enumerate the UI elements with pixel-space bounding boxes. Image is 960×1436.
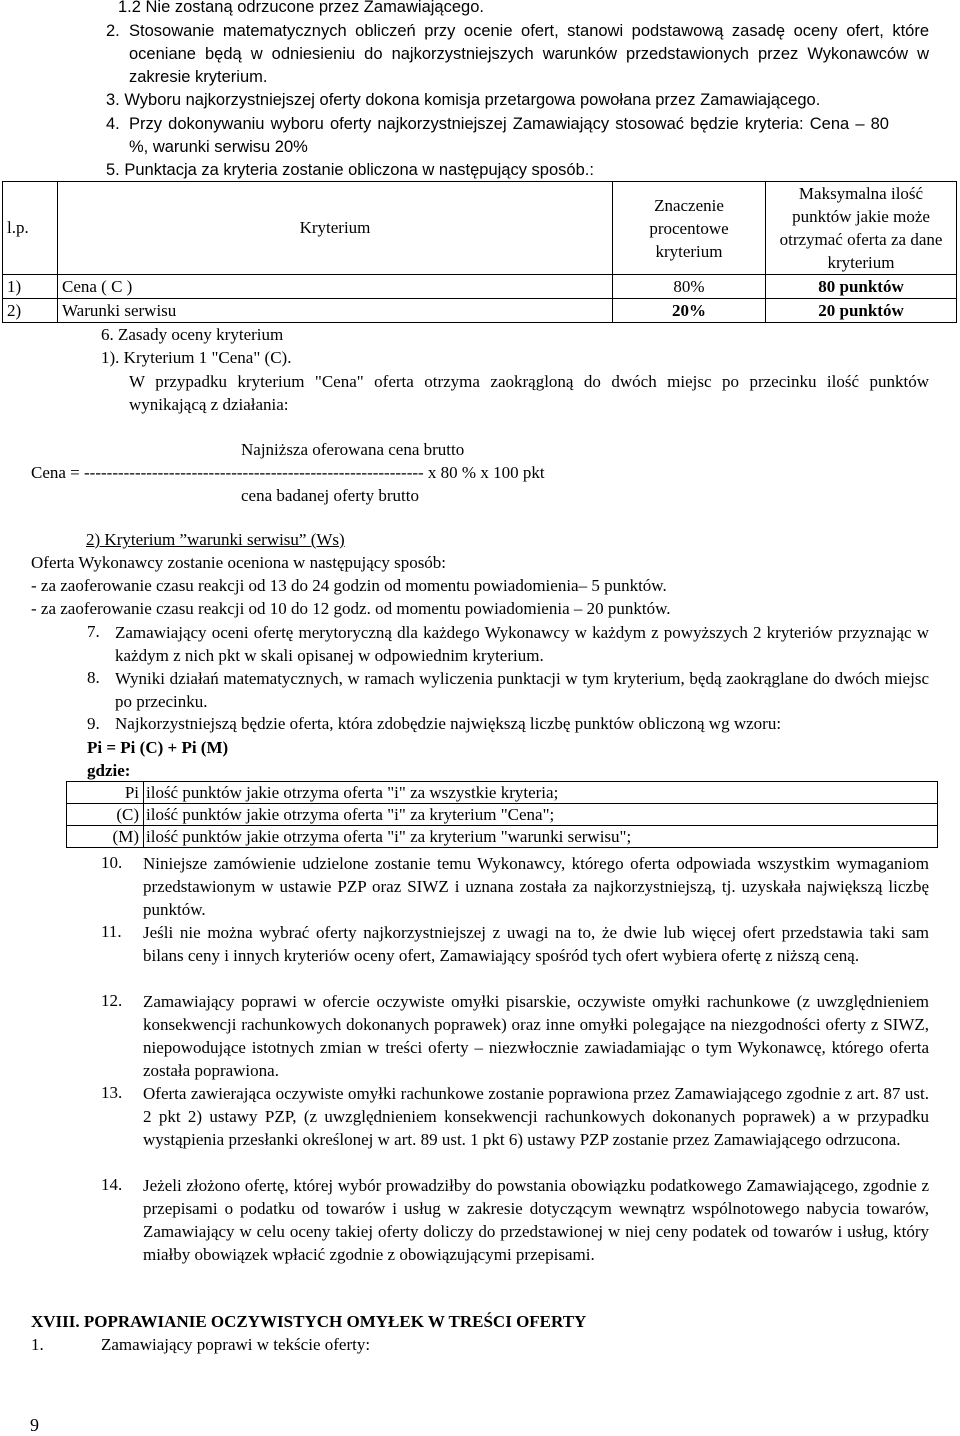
table-row (3, 275, 957, 299)
item-12-text: Zamawiający poprawi w ofercie oczywiste omyłki pisarskie, oczywiste omyłki rachunkowe (z uwzględnieniem konsekwencji rachunkowych dokonanych poprawek) oraz inne omyłki polegające na niezgodności oferty z SIWZ, niepowodujące istotnych zmian w treści oferty – niezwłocznie zawiadamiając o tym Wykonawcę, którego oferta została poprawiona. (143, 992, 929, 1080)
table-row (3, 299, 957, 323)
formula-main: Pi = Pi (C) + Pi (M) (87, 738, 229, 757)
item-8-number: 8. (87, 668, 100, 687)
legend-symbol: Pi (67, 782, 144, 804)
formula-gdzie: gdzie: (87, 761, 131, 780)
section-18-item-1-text: Zamawiający poprawi w tekście oferty: (101, 1335, 371, 1354)
item-9-number: 9. (87, 714, 100, 733)
item-14-number: 14. (101, 1175, 123, 1194)
row-pct: 20% (613, 299, 766, 323)
legend-desc: ilość punktów jakie otrzyma oferta "i" za kryterium "Cena"; (144, 804, 938, 826)
row-name: Warunki serwisu (58, 299, 613, 323)
row-pts: 80 punktów (766, 275, 957, 299)
section-18-item-1-number: 1. (31, 1335, 44, 1354)
section-6-sub2-a: - za zaoferowanie czasu reakcji od 13 do 24 godzin od momentu powiadomienia– 5 punktów. (31, 576, 667, 595)
legend-symbol: (C) (67, 804, 144, 826)
section-6-sub2-intro: Oferta Wykonawcy zostanie oceniona w następujący sposób: (31, 553, 447, 572)
section-6-sub2-b: - za zaoferowanie czasu reakcji od 10 do 12 godz. od momentu powiadomienia – 20 punktów. (31, 599, 671, 618)
legend-desc: ilość punktów jakie otrzyma oferta "i" za wszystkie kryteria; (144, 782, 938, 804)
item-11-text: Jeśli nie można wybrać oferty najkorzystniejszej z uwagi na to, że dwie lub więcej ofert przedstawia taki sam bilans ceny i innych kryteriów oceny ofert, Zamawiający spośród tych ofert wybiera ofertę z niższą ceną. (143, 923, 929, 965)
header-maks: Maksymalna ilość punktów jakie może otrzymać oferta za dane kryterium (766, 182, 957, 275)
legend-symbol: (M) (67, 826, 144, 848)
item-12-number: 12. (101, 991, 123, 1010)
header-znaczenie: Znaczenie procentowe kryterium (613, 182, 766, 275)
row-pct: 80% (613, 275, 766, 299)
item-4-number: 4. (106, 115, 120, 133)
section-6-title: 6. Zasady oceny kryterium (101, 325, 284, 344)
formula-legend-table (66, 781, 938, 848)
row-lp: 2) (3, 299, 58, 323)
formula-denominator: cena badanej oferty brutto (241, 486, 419, 505)
item-5: 5. Punktacja za kryteria zostanie obliczona w następujący sposób.: (106, 161, 594, 179)
criteria-table (2, 181, 957, 323)
table-row (67, 826, 938, 848)
item-7-text: Zamawiający oceni ofertę merytoryczną dla każdego Wykonawcy w każdym z powyższych 2 kryteriów przyznając w każdym z nich pkt w skali opisanej w odpowiednim kryterium. (115, 623, 929, 665)
row-pts: 20 punktów (766, 299, 957, 323)
item-3: 3. Wyboru najkorzystniejszej oferty dokona komisja przetargowa powołana przez Zamawiającego. (106, 91, 821, 109)
section-6-desc: W przypadku kryterium "Cena" oferta otrzyma zaokrągloną do dwóch miejsc po przecinku ilość punktów wynikającą z działania: (129, 372, 929, 414)
table-row (67, 804, 938, 826)
item-13-number: 13. (101, 1083, 123, 1102)
item-7-number: 7. (87, 622, 100, 641)
item-4-text: Przy dokonywaniu wyboru oferty najkorzystniejszej Zamawiający stosować będzie kryteria: Cena – 80 %, warunki serwisu 20% (129, 115, 889, 156)
header-kryterium: Kryterium (58, 182, 613, 275)
item-9-text: Najkorzystniejszą będzie oferta, która zdobędzie największą liczbę punktów obliczoną wg wzoru: (115, 714, 782, 733)
formula-line: Cena = ------------------------------------------------------------ x 80 % x 100 pkt (31, 463, 545, 482)
section-6-sub1: 1). Kryterium 1 "Cena" (C). (101, 348, 292, 367)
item-2-text: Stosowanie matematycznych obliczeń przy ocenie ofert, stanowi podstawową zasadę oceny ofert, które oceniane będą w odniesieniu do najkorzystniejszych warunków przedstawionych przez Wykonawców w zakresie kryterium. (129, 22, 929, 86)
criteria-header-row (3, 182, 957, 275)
page-number: 9 (30, 1415, 39, 1435)
row-name: Cena ( C ) (58, 275, 613, 299)
item-11-number: 11. (101, 922, 122, 941)
header-lp: l.p. (3, 182, 58, 275)
item-13-text: Oferta zawierająca oczywiste omyłki rachunkowe zostanie poprawiona przez Zamawiającego zgodnie z art. 87 ust. 2 pkt 2) ustawy PZP, (z uwzględnieniem konsekwencji rachunkowych dokonanych poprawek) a w przypadku wystąpienia przesłanki określonej w art. 89 ust. 1 pkt 6) ustawy PZP zostanie przez Zamawiającego odrzucona. (143, 1084, 929, 1149)
item-14-text: Jeżeli złożono ofertę, której wybór prowadziłby do powstania obowiązku podatkowego Zamawiającego, zgodnie z przepisami o podatku od towarów i usług w zakresie dotyczącym wewnątrz wspólnotowego nabycia towarów, Zamawiający w celu oceny takiej oferty doliczy do przedstawionej w niej ceny podatek od towarów i usług, który miałby obowiązek wpłacić zgodnie z obowiązującymi przepisami. (143, 1176, 929, 1264)
table-row (67, 782, 938, 804)
formula-numerator: Najniższa oferowana cena brutto (241, 440, 465, 459)
item-2-number: 2. (106, 22, 120, 40)
item-10-number: 10. (101, 853, 123, 872)
item-1-2: 1.2 Nie zostaną odrzucone przez Zamawiającego. (118, 0, 484, 16)
item-10-text: Niniejsze zamówienie udzielone zostanie temu Wykonawcy, którego oferta odpowiada wszystkim wymaganiom przedstawionym w ustawie PZP oraz SIWZ i uznana została za najkorzystniejszą, tj. uzyskała największą liczbę punktów. (143, 854, 929, 919)
legend-desc: ilość punktów jakie otrzyma oferta "i" za kryterium "warunki serwisu"; (144, 826, 938, 848)
item-8-text: Wyniki działań matematycznych, w ramach wyliczenia punktacji w tym kryterium, będą zaokrąglane do dwóch miejsc po przecinku. (115, 669, 929, 711)
section-6-sub2: 2) Kryterium ”warunki serwisu” (Ws) (86, 530, 345, 549)
row-lp: 1) (3, 275, 58, 299)
section-18-heading: XVIII. POPRAWIANIE OCZYWISTYCH OMYŁEK W TREŚCI OFERTY (31, 1312, 587, 1331)
